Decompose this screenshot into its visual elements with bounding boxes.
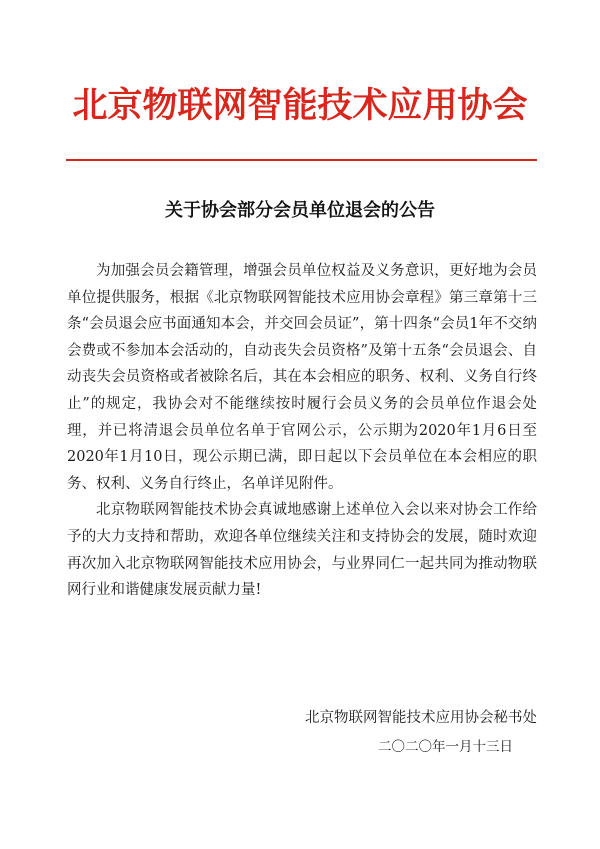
notice-signature: 北京物联网智能技术应用协会秘书处	[305, 710, 537, 726]
letterhead-red-rule	[66, 159, 537, 161]
notice-title: 关于协会部分会员单位退会的公告	[165, 200, 435, 221]
letterhead-org-name: 北京物联网智能技术应用协会	[72, 85, 528, 126]
notice-body	[67, 258, 537, 604]
notice-date: 二〇二〇年一月十三日	[378, 739, 513, 755]
notice-paragraph-1: 为加强会员会籍管理，增强会员单位权益及义务意识，更好地为会员单位提供服务，根据《北京物联网智能技术应用协会章程》第三章第十三条“会员退会应书面通知本会，并交回会员证”，第十四条“会员1年不交纳会费或不参加本会活动的，自动丧失会员资格”及第十五条“会员退会、自动丧失会员资格或者被除名后，其在本会相应的职务、权利、义务自行终止”的规定，我协会对不能继续按时履行会员义务的会员单位作退会处理，并已将清退会员单位名单于官网公示，公示期为2020年1月6日至2020年1月10日，现公示期已满，即日起以下会员单位在本会相应的职务、权利、义务自行终止，名单详见附件。	[67, 263, 537, 492]
notice-paragraph-2: 北京物联网智能技术协会真诚地感谢上述单位入会以来对协会工作给予的大力支持和帮助，欢迎各单位继续关注和支持协会的发展，随时欢迎再次加入北京物联网智能技术应用协会，与业界同仁一起共同为推动物联网行业和谐健康发展贡献力量!	[67, 502, 537, 599]
